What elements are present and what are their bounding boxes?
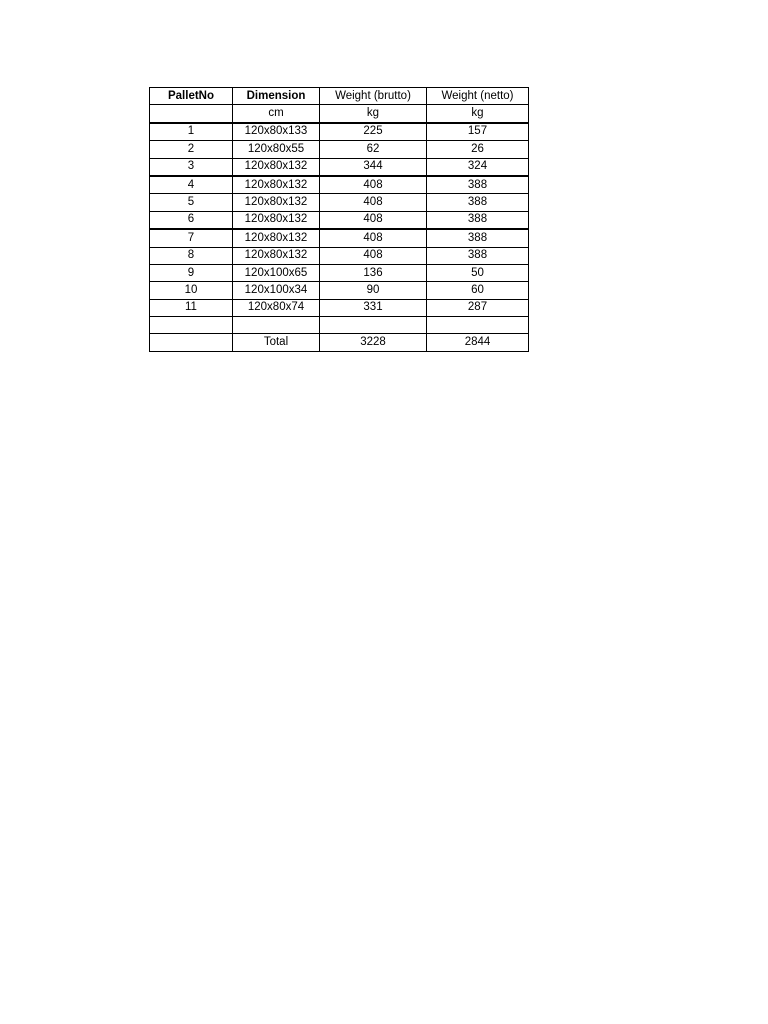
cell-palletno: 9 (150, 264, 233, 281)
cell-weight-netto: 388 (427, 176, 529, 194)
table-row (150, 141, 529, 158)
cell-dimension: 120x80x74 (233, 299, 320, 316)
table-row (150, 229, 529, 247)
cell-palletno: 2 (150, 141, 233, 158)
cell-weight-brutto: 408 (320, 176, 427, 194)
table-row (150, 158, 529, 176)
cell-dimension: 120x80x132 (233, 211, 320, 229)
cell-weight-netto: 388 (427, 194, 529, 211)
table-row (150, 194, 529, 211)
units-row (150, 105, 529, 123)
cell-palletno: 10 (150, 282, 233, 299)
cell-weight-netto: 388 (427, 247, 529, 264)
table-row (150, 264, 529, 281)
cell-weight-netto: 26 (427, 141, 529, 158)
total-label: Total (233, 334, 320, 351)
cell-dimension: 120x80x132 (233, 176, 320, 194)
cell-weight-netto: 50 (427, 264, 529, 281)
empty-cell (233, 317, 320, 334)
cell-weight-netto: 324 (427, 158, 529, 176)
table-body (150, 123, 529, 352)
cell-weight-brutto: 62 (320, 141, 427, 158)
unit-weight-brutto: kg (320, 105, 427, 123)
unit-weight-netto: kg (427, 105, 529, 123)
cell-palletno: 6 (150, 211, 233, 229)
cell-dimension: 120x100x34 (233, 282, 320, 299)
header-weight-brutto: Weight (brutto) (320, 88, 427, 105)
cell-weight-brutto: 408 (320, 194, 427, 211)
cell-dimension: 120x80x132 (233, 194, 320, 211)
empty-row (150, 317, 529, 334)
unit-palletno (150, 105, 233, 123)
cell-palletno: 11 (150, 299, 233, 316)
cell-weight-brutto: 408 (320, 247, 427, 264)
cell-palletno: 1 (150, 123, 233, 141)
table-row (150, 176, 529, 194)
table-row (150, 282, 529, 299)
cell-weight-netto: 157 (427, 123, 529, 141)
cell-palletno: 8 (150, 247, 233, 264)
cell-dimension: 120x80x55 (233, 141, 320, 158)
cell-palletno: 5 (150, 194, 233, 211)
header-dimension: Dimension (233, 88, 320, 105)
cell-weight-brutto: 344 (320, 158, 427, 176)
cell-weight-brutto: 225 (320, 123, 427, 141)
total-weight-brutto: 3228 (320, 334, 427, 351)
cell-dimension: 120x80x133 (233, 123, 320, 141)
total-weight-netto: 2844 (427, 334, 529, 351)
table-row (150, 299, 529, 316)
cell-weight-netto: 60 (427, 282, 529, 299)
cell-weight-netto: 287 (427, 299, 529, 316)
header-row (150, 88, 529, 105)
cell-weight-brutto: 90 (320, 282, 427, 299)
table-row (150, 123, 529, 141)
cell-dimension: 120x80x132 (233, 247, 320, 264)
table-row (150, 247, 529, 264)
cell-palletno: 3 (150, 158, 233, 176)
cell-dimension: 120x100x65 (233, 264, 320, 281)
cell-weight-brutto: 136 (320, 264, 427, 281)
total-blank-cell (150, 334, 233, 351)
pallet-table (149, 87, 529, 352)
cell-palletno: 4 (150, 176, 233, 194)
empty-cell (150, 317, 233, 334)
cell-weight-brutto: 408 (320, 229, 427, 247)
total-row (150, 334, 529, 351)
cell-weight-netto: 388 (427, 211, 529, 229)
table-row (150, 211, 529, 229)
cell-weight-brutto: 331 (320, 299, 427, 316)
cell-dimension: 120x80x132 (233, 158, 320, 176)
empty-cell (427, 317, 529, 334)
cell-weight-netto: 388 (427, 229, 529, 247)
cell-palletno: 7 (150, 229, 233, 247)
unit-dimension: cm (233, 105, 320, 123)
cell-dimension: 120x80x132 (233, 229, 320, 247)
header-weight-netto: Weight (netto) (427, 88, 529, 105)
cell-weight-brutto: 408 (320, 211, 427, 229)
empty-cell (320, 317, 427, 334)
header-palletno: PalletNo (150, 88, 233, 105)
